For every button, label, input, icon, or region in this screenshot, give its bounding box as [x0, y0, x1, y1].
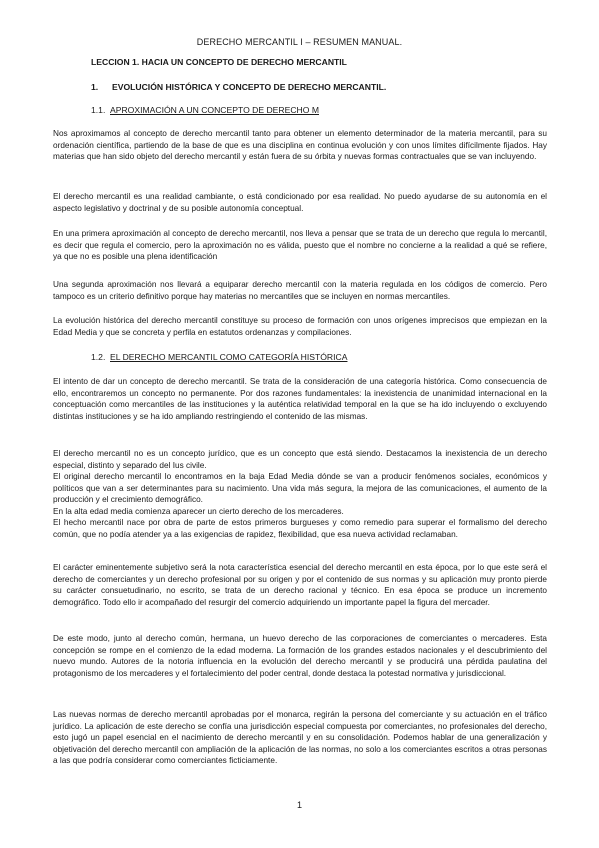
paragraph: El carácter eminentemente subjetivo será la nota característica esencial del derecho mercantil en esta época, por lo que este será el derecho de comerciantes y un derecho profesional por su origen y por el contenido de sus normas y su aplicación muy pronto pierde su carácter consuetudinario, no escrito, se trata de un derecho racional y técnico. En esa época se produce un incremento demográfico. Todo ello ir acompañado del resurgir del comercio adquiriendo un importante papel la figura del mercader. — [53, 563, 547, 607]
paragraph: Las nuevas normas de derecho mercantil aprobadas por el monarca, regirán la persona del comerciante y su actuación en el tráfico jurídico. La aplicación de este derecho se confía una jurisdicción especial compuesta por comerciantes, no profesionales del derecho, esto jugó un papel esencial en el nacimiento de derecho mercantil y en su consolidación. Podemos hablar de una generalización y objetivación del derecho mercantil con ampliación de la aplicación de las normas, no solo a los comerciantes escritos a otras personas a las que podría considerar como comerciantes ficticiamente. — [53, 710, 547, 765]
section-number: 1. — [91, 82, 99, 92]
subsection-title: EL DERECHO MERCANTIL COMO CATEGORÍA HISTÓRICA — [110, 352, 348, 362]
section-heading — [91, 82, 386, 92]
paragraph: En una primera aproximación al concepto de derecho mercantil, nos lleva a pensar que se trata de un derecho que regula lo mercantil, es decir que regula el comercio, pero la aproximación no es válida, puesto que el nombre no concierne a la realidad a qué se refiere, ya que no es posible una plena identificación — [53, 229, 547, 261]
paragraph: De este modo, junto al derecho común, hermana, un huevo derecho de las corporaciones de comerciantes o mercaderes. Esta concepción se rompe en el comienzo de la edad moderna. La formación de los grandes estados nacionales y el descubrimiento del nuevo mundo. Autores de la notoria influencia en la evolución del derecho mercantil y se producirá una pérdida paulatina del protagonismo de los mercaderes y el fortalecimiento del poder central, donde destaca la potestad normativa y jurisdiccional. — [53, 634, 547, 678]
subsection-heading-2 — [91, 352, 347, 362]
section-title: EVOLUCIÓN HISTÓRICA Y CONCEPTO DE DERECHO MERCANTIL. — [112, 82, 387, 92]
page-header: DERECHO MERCANTIL I – RESUMEN MANUAL. — [196, 37, 403, 47]
paragraph: Una segunda aproximación nos llevará a equiparar derecho mercantil con la materia regulada en los códigos de comercio. Pero tampoco es un criterio definitivo porque hay materias no mercantiles que se incluyen en normas mercantiles. — [53, 280, 547, 301]
lesson-title: LECCION 1. HACIA UN CONCEPTO DE DERECHO MERCANTIL — [91, 57, 347, 67]
subsection-number: 1.2. — [91, 352, 106, 362]
paragraph: La evolución histórica del derecho mercantil constituye su proceso de formación con unos orígenes imprecisos que empiezan en la Edad Media y que se concreta y perfila en estatutos ordenanzas y compilaciones. — [53, 316, 547, 337]
page-number: 1 — [296, 800, 302, 810]
paragraph: El derecho mercantil no es un concepto jurídico, que es un concepto que está siendo. Destacamos la inexistencia de un derecho especial, distinto y separado del Ius civile. El original derecho mercantil lo encontramos en la baja Edad Media dónde se van a producir fenómenos sociales, económicos y políticos que van a ser determinantes para su nacimiento. Una vida más segura, la mejora de las comunicaciones, el aumento de la producción y el crecimiento demográfico. En la alta edad media comienza aparecer un cierto derecho de los mercaderes. El hecho mercantil nace por obra de parte de estos primeros burgueses y como remedio para superar el formalismo del derecho común, que no podía atender ya a las exigencias de rapidez, flexibilidad, que esa nueva actividad reclamaban. — [53, 449, 547, 539]
subsection-number: 1.1. — [91, 105, 106, 115]
paragraph: El intento de dar un concepto de derecho mercantil. Se trata de la consideración de una categoría histórica. Como consecuencia de ello, encontraremos un concepto no permanente. Por dos razones fundamentales: la inexistencia de unanimidad internacional en la conceptuación como mercantiles de las instituciones y la auténtica relatividad temporal en la que se ha ido incluyendo o excluyendo distintas instituciones y se ha ido ampliando restringiendo el contenido de las mismas. — [53, 377, 547, 421]
paragraph: Nos aproximamos al concepto de derecho mercantil tanto para obtener un elemento determinador de la materia mercantil, para su ordenación científica, partiendo de la base de que es una disciplina en continua evolución y con unos límites difícilmente fijados. Hay materias que han sido objeto del derecho mercantil y están fuera de su órbita y nuevas formas contractuales que se van incluyendo. — [53, 129, 547, 161]
subsection-title: APROXIMACIÓN A UN CONCEPTO DE DERECHO M — [110, 105, 319, 115]
subsection-heading-1 — [91, 105, 319, 115]
paragraph: El derecho mercantil es una realidad cambiante, o está condicionado por esa realidad. No puedo ayudarse de su autonomía en el aspecto legislativo y doctrinal y de su posible autonomía conceptual. — [53, 192, 547, 213]
